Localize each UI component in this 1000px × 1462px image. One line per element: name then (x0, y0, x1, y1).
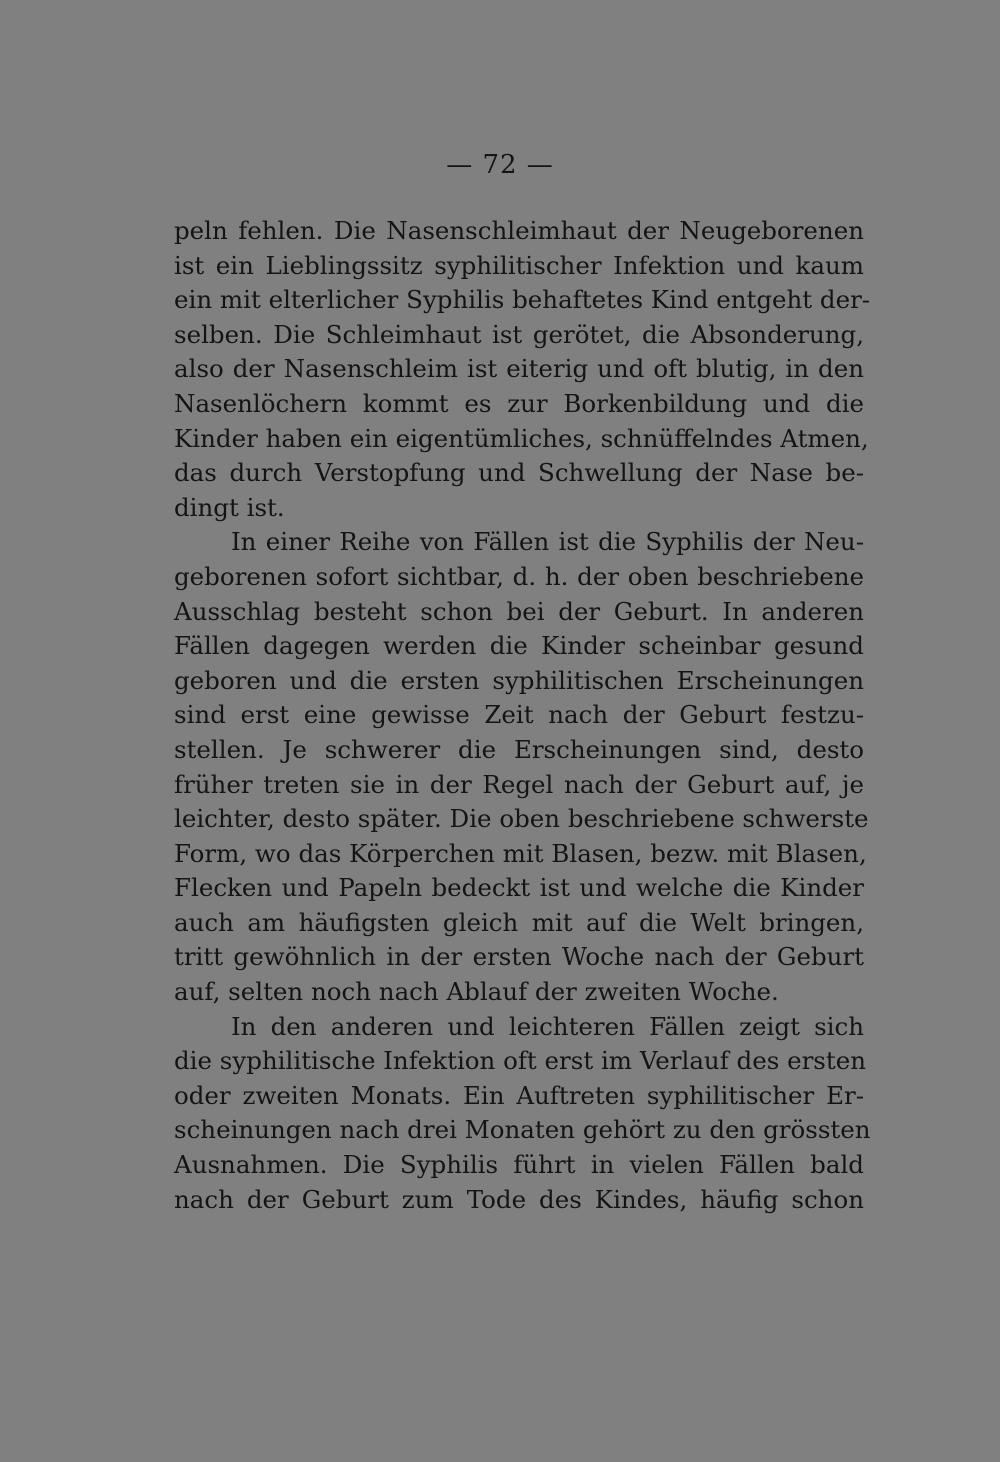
text-line: früher treten sie in der Regel nach der Geburt auf, je (174, 769, 864, 799)
paragraph-2 (174, 525, 869, 1009)
text-line: also der Nasenschleim ist eiterig und oft blutig, in den (174, 354, 864, 384)
text-line: In den anderen und leichteren Fällen zeigt sich (231, 1011, 864, 1041)
text-line: scheinungen nach drei Monaten gehört zu den grössten (174, 1115, 871, 1145)
page-number: — 72 — (446, 150, 554, 180)
text-line: sind erst eine gewisse Zeit nach der Geburt festzu- (174, 700, 864, 730)
text-line: tritt gewöhnlich in der ersten Woche nach der Geburt (174, 942, 864, 972)
text-line: stellen. Je schwerer die Erscheinungen sind, desto (174, 734, 864, 764)
text-line: Fällen dagegen werden die Kinder scheinbar gesund (174, 631, 864, 661)
text-line: ist ein Lieblingssitz syphilitischer Infektion und kaum (174, 250, 864, 280)
text-line: dingt ist. (174, 492, 285, 522)
text-line: oder zweiten Monats. Ein Auftreten syphilitischer Er- (174, 1080, 864, 1110)
text-line: geboren und die ersten syphilitischen Erscheinungen (174, 665, 864, 695)
text-line: Nasenlöchern kommt es zur Borkenbildung und die (174, 388, 864, 418)
text-line: leichter, desto später. Die oben beschriebene schwerste (174, 804, 869, 834)
text-line: ein mit elterlicher Syphilis behaftetes Kind entgeht der- (174, 285, 871, 315)
text-line: die syphilitische Infektion oft erst im Verlauf des ersten (174, 1046, 867, 1076)
text-line: auch am häufigsten gleich mit auf die Welt bringen, (174, 907, 864, 937)
text-line: das durch Verstopfung und Schwellung der Nase be- (174, 458, 864, 488)
text-line: Ausnahmen. Die Syphilis führt in vielen Fällen bald (174, 1150, 864, 1180)
text-line: Ausschlag besteht schon bei der Geburt. In anderen (174, 596, 864, 626)
text-line: selben. Die Schleimhaut ist gerötet, die Absonderung, (174, 319, 864, 349)
paragraph-3 (174, 1010, 871, 1218)
text-line: Form, wo das Körperchen mit Blasen, bezw. mit Blasen, (174, 838, 867, 868)
text-line: Flecken und Papeln bedeckt ist und welche die Kinder (174, 873, 864, 903)
text-line: In einer Reihe von Fällen ist die Syphilis der Neu- (231, 527, 864, 557)
text-line: auf, selten noch nach Ablauf der zweiten Woche. (174, 977, 779, 1007)
text-line: nach der Geburt zum Tode des Kindes, häufig schon (174, 1184, 864, 1214)
body-text (174, 214, 871, 1217)
text-line: peln fehlen. Die Nasenschleimhaut der Neugeborenen (174, 216, 864, 245)
text-line: geborenen sofort sichtbar, d. h. der oben beschriebene (174, 561, 864, 591)
text-line: Kinder haben ein eigentümliches, schnüffelndes Atmen, (174, 423, 869, 453)
paragraph-1 (174, 214, 871, 525)
